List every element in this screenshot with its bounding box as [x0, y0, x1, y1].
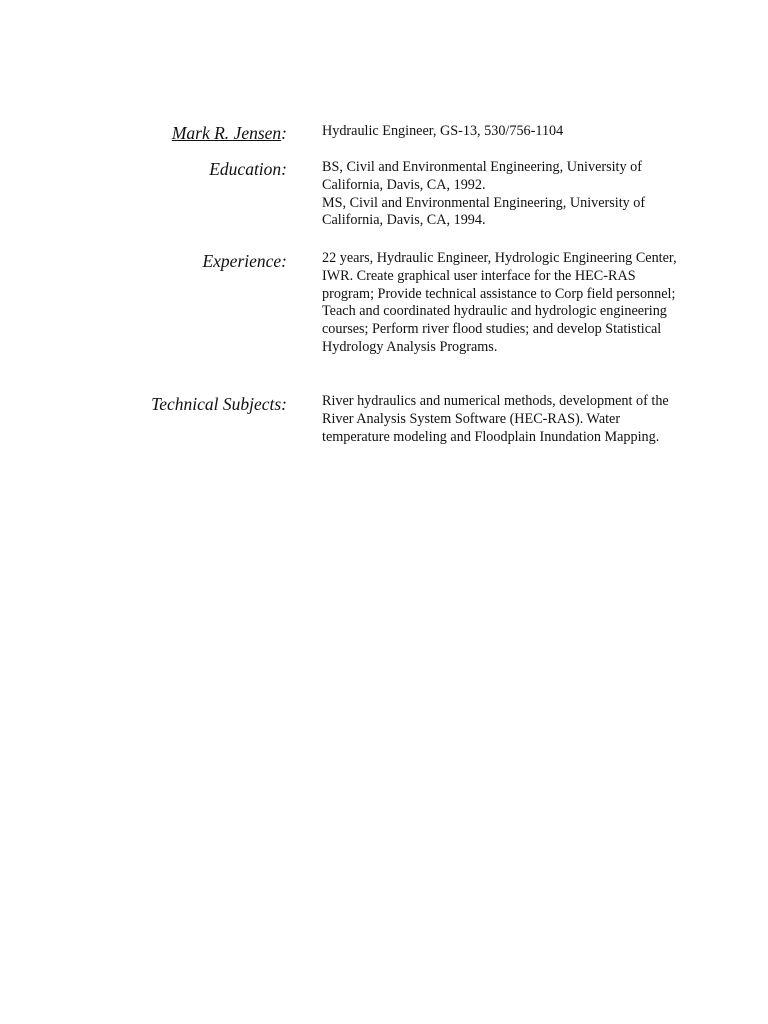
experience-content — [322, 250, 682, 357]
person-summary: Hydraulic Engineer, GS-13, 530/756-1104 — [322, 123, 564, 139]
experience-label: Experience: — [202, 251, 287, 271]
education-label: Education: — [209, 159, 287, 179]
person-name: Mark R. Jensen — [171, 123, 282, 143]
education-line-ms: MS, Civil and Environmental Engineering, University of California, Davis, CA, 1994. — [322, 194, 646, 229]
name-colon: : — [281, 123, 287, 143]
technical-subjects-content — [322, 393, 682, 446]
experience-text: 22 years, Hydraulic Engineer, Hydrologic Engineering Center, IWR. Create graphical user interface for the HEC-RAS program; Provide technical assistance to Corp field personnel; Teach and coordinated hydraulic and hydrologic engineering courses; Perform river flood studies; and develop Statistical Hydrology Analysis Programs. — [322, 250, 677, 355]
technical-subjects-label: Technical Subjects: — [151, 394, 287, 414]
education-content — [322, 159, 682, 230]
name-heading — [172, 123, 287, 143]
person-summary-block — [322, 123, 682, 141]
technical-subjects-text: River hydraulics and numerical methods, development of the River Analysis System Software (HEC-RAS). Water temperature modeling and Floodplain Inundation Mapping. — [322, 393, 669, 445]
education-line-bs: BS, Civil and Environmental Engineering, University of California, Davis, CA, 1992. — [322, 159, 642, 193]
